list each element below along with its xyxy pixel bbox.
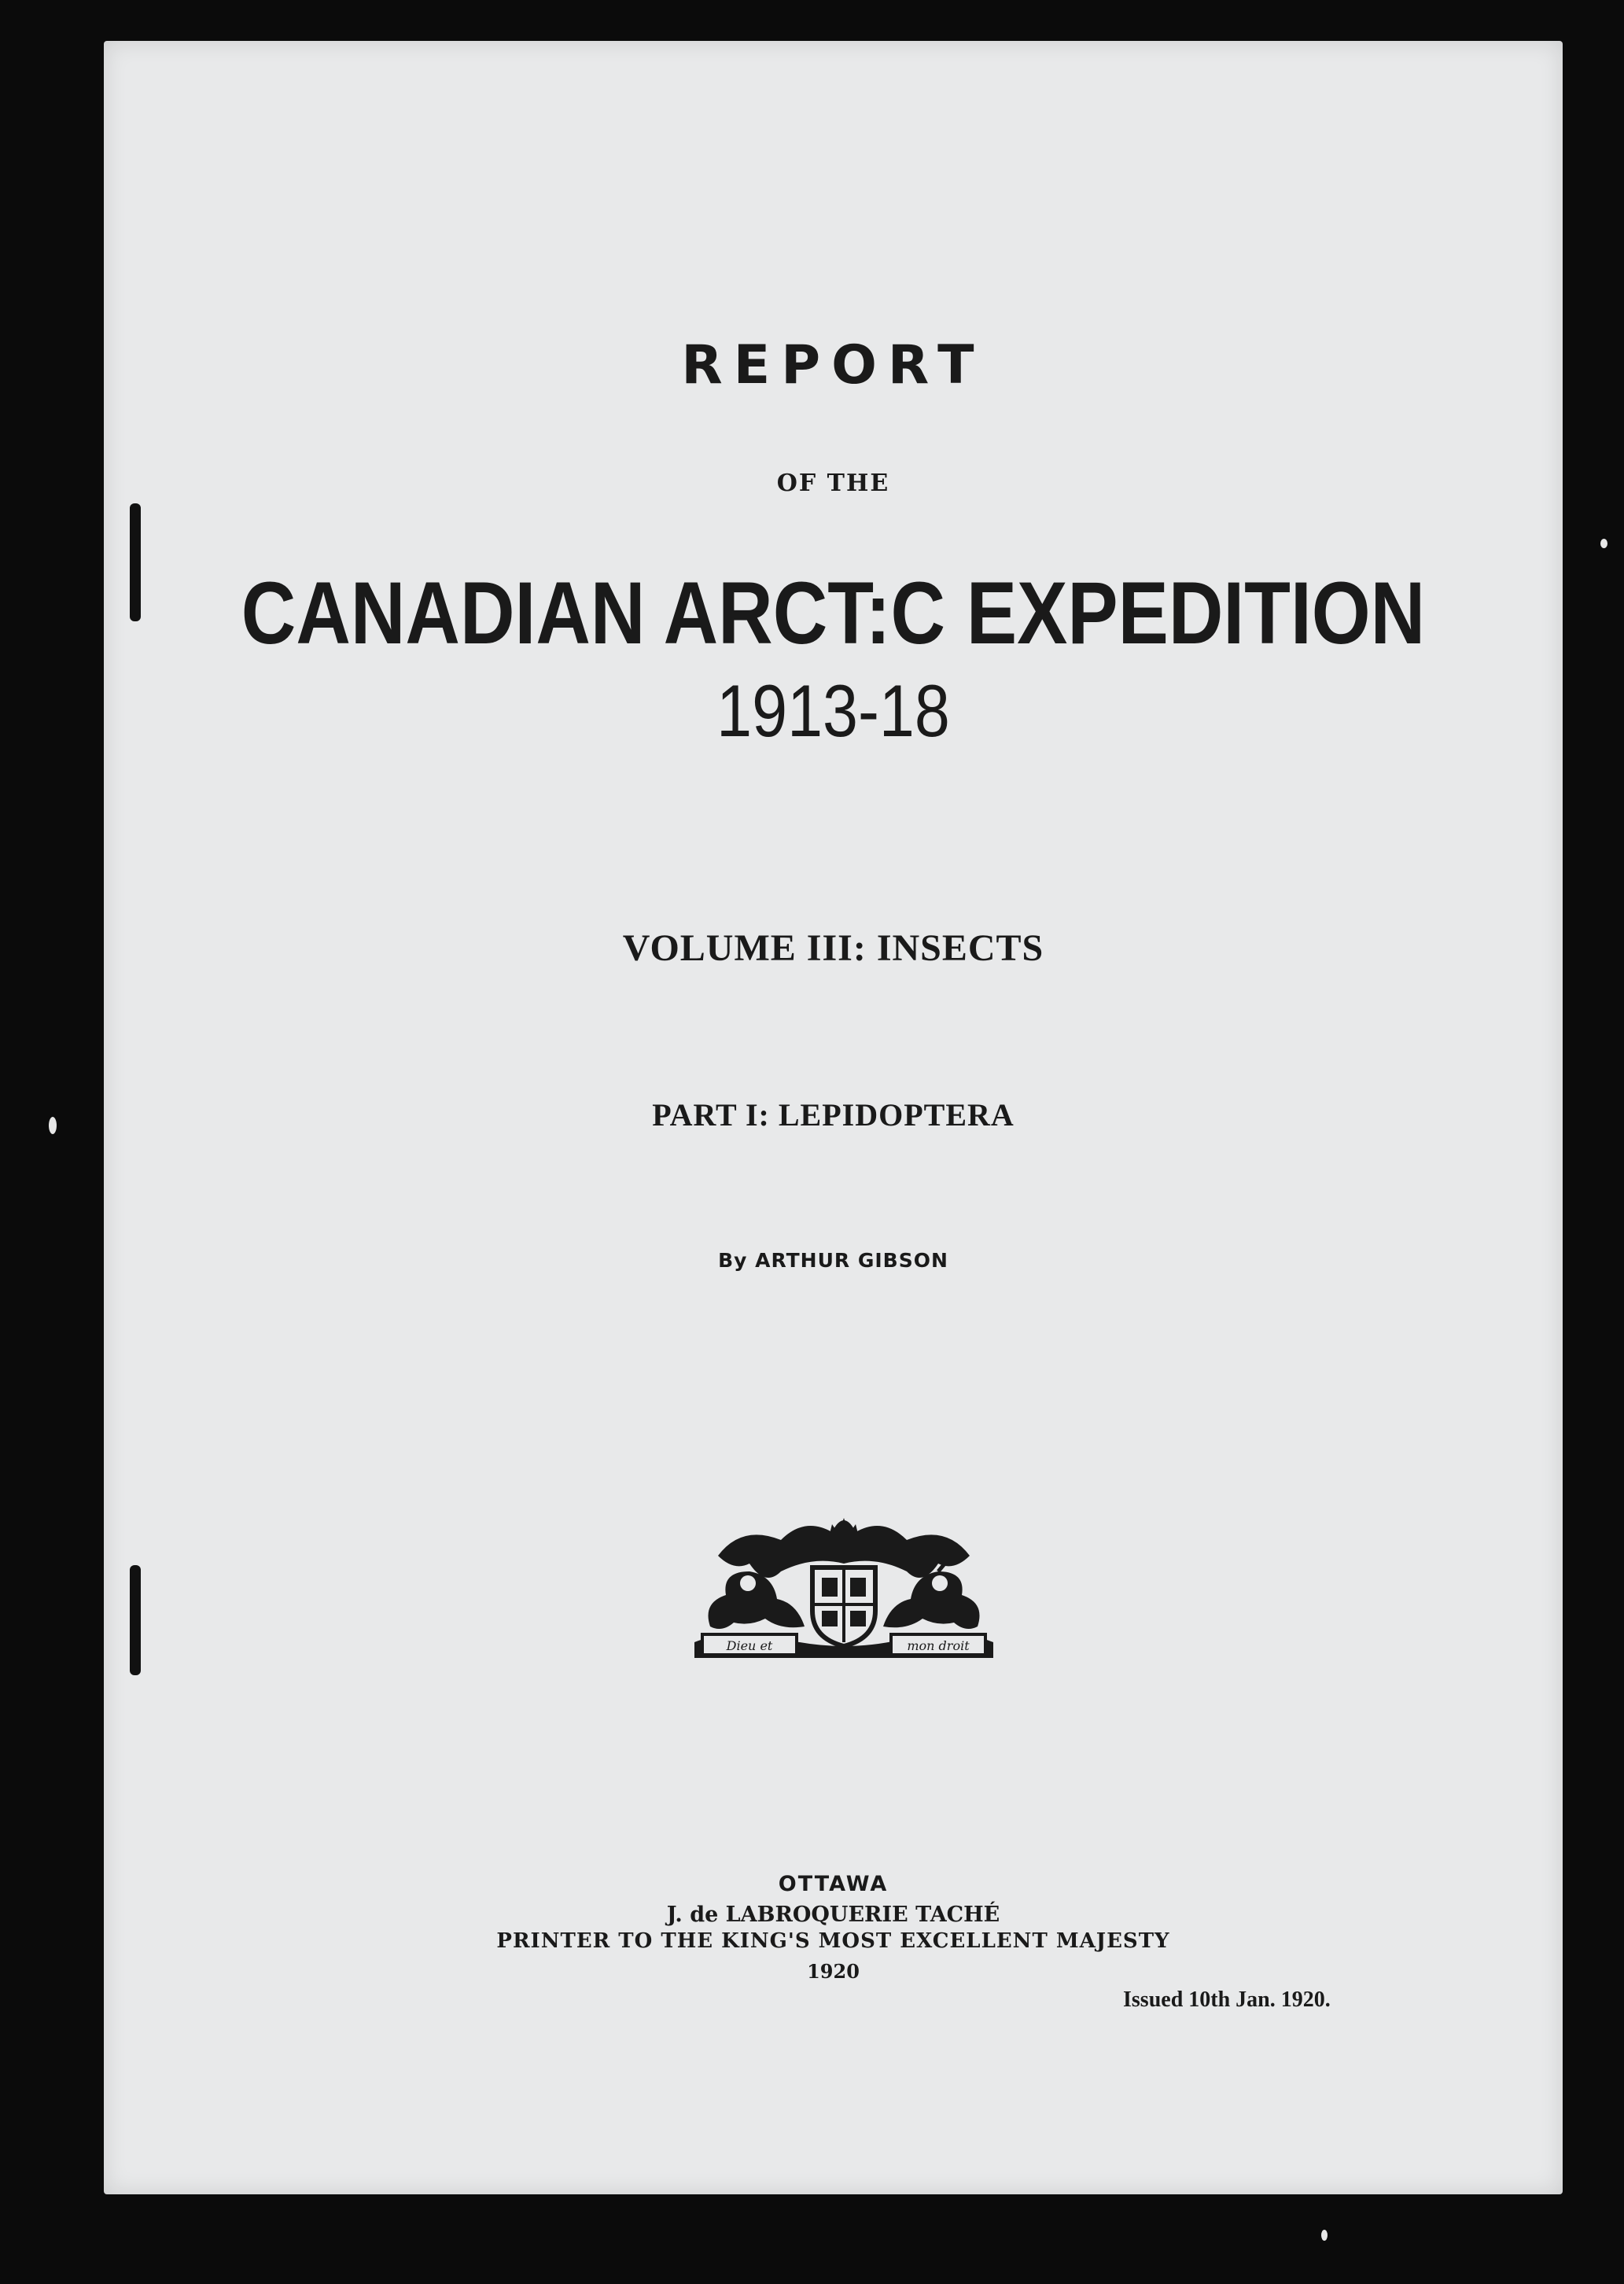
- imprint-printer-title: PRINTER TO THE KING'S MOST EXCELLENT MAJESTY: [496, 1929, 1170, 1953]
- staple-top: [130, 503, 141, 621]
- report-heading: REPORT: [681, 334, 985, 396]
- volume-title: VOLUME III: INSECTS: [622, 927, 1044, 969]
- scan-speck: [49, 1117, 57, 1134]
- staple-bottom: [130, 1565, 141, 1675]
- imprint-printer: J. de LABROQUERIE TACHÉ: [666, 1903, 1000, 1927]
- crest-motto-right: mon droit: [907, 1638, 970, 1653]
- royal-coat-of-arms-icon: [687, 1509, 1001, 1662]
- author-line: By ARTHUR GIBSON: [718, 1249, 948, 1272]
- scan-speck: [1321, 2230, 1328, 2241]
- expedition-years: 1913-18: [716, 669, 950, 752]
- part-title: PART I: LEPIDOPTERA: [652, 1097, 1015, 1133]
- expedition-title: CANADIAN ARCT:C EXPEDITION: [241, 564, 1426, 662]
- issued-date: Issued 10th Jan. 1920.: [1123, 1987, 1331, 2012]
- of-the-line: OF THE: [776, 470, 890, 497]
- scan-speck: [1600, 539, 1607, 548]
- imprint-city: OTTAWA: [778, 1872, 889, 1896]
- crest-motto-left: Dieu et: [726, 1638, 773, 1653]
- imprint-year: 1920: [807, 1960, 860, 1983]
